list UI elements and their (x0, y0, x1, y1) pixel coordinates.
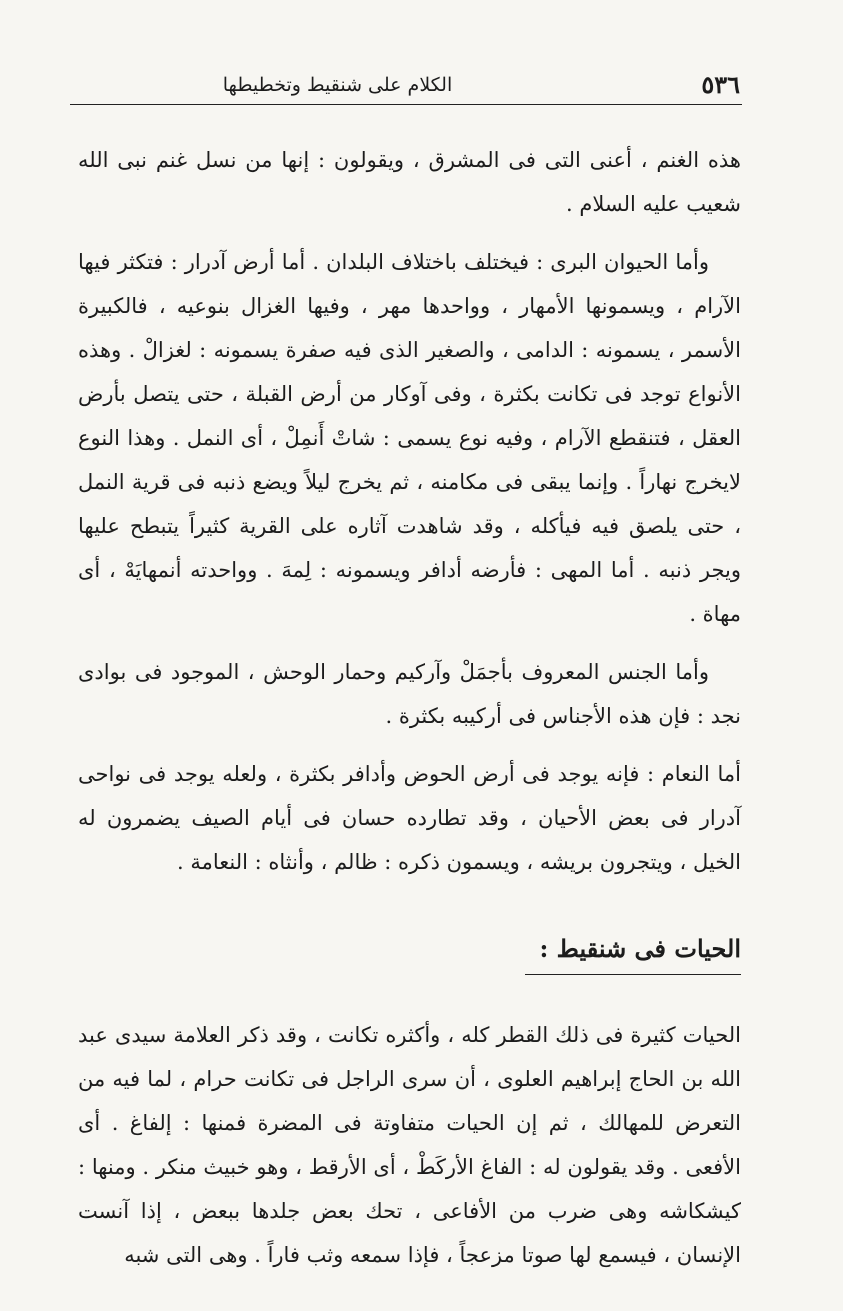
page-body (78, 138, 741, 1291)
header-rule (70, 104, 742, 105)
running-title: الكلام على شنقيط وتخطيطها (222, 74, 453, 96)
page-header (75, 68, 740, 104)
page-number: ٥٣٦ (701, 70, 740, 99)
section-heading-text: الحيات فى شنقيط : (525, 932, 741, 975)
paragraph: وأما الجنس المعروف بأجمَلْ وآركيم وحمار الوحش ، الموجود فى بوادى نجد : فإن هذه الأجناس فى أركيبه بكثرة . (78, 660, 741, 728)
paragraph: هذه الغنم ، أعنى التى فى المشرق ، ويقولون : إنها من نسل غنم نبى الله شعيب عليه السلام . (78, 148, 741, 216)
section-heading (78, 928, 741, 975)
paragraph: وأما الحيوان البرى : فيختلف باختلاف البلدان . أما أرض آدرار : فتكثر فيها الآرام ، ويسمونها الأمهار ، وواحدها مهر ، وفيها الغزال بنوعيه ، فالكبيرة الأسمر ، يسمونه : الدامى ، والصغير الذى فيه صفرة يسمونه : لغزالْ . وهذه الأنواع توجد فى تكانت بكثرة ، وفى آوكار من أرض القبلة ، حتى يتصل بأرض العقل ، فتنقطع الآرام ، وفيه نوع يسمى : شاتْ أَنمِلْ ، أى النمل . وهذا النوع لايخرج نهاراً . وإنما يبقى فى مكامنه ، ثم يخرج ليلاً ويضع ذنبه فى قرية النمل ، حتى يلصق فيه فيأكله ، وقد شاهدت آثاره على القرية كثيراً يتبطح عليها ويجر ذنبه . أما المهى : فأرضه أدافر ويسمونه : لِمهَ . وواحدته أنمهايَهْ ، أى مهاة . (78, 250, 741, 626)
paragraph: الحيات كثيرة فى ذلك القطر كله ، وأكثره تكانت ، وقد ذكر العلامة سيدى عبد الله بن الحاج إبراهيم العلوى ، أن سرى الراجل فى تكانت حرام ، لما فيه من التعرض للمهالك ، ثم إن الحيات متفاوتة فى المضرة فمنها : إلفاغ . أى الأفعى . وقد يقولون له : الفاغ الأركَطْ ، أى الأرقط ، وهو خبيث منكر . ومنها : كيشكاشه وهى ضرب من الأفاعى ، تحك بعض جلدها ببعض ، إذا آنست الإنسان ، فيسمع لها صوتا مزعجاً ، فإذا سمعه وثب فاراً . وهى التى شبه (78, 1023, 741, 1267)
paragraph: أما النعام : فإنه يوجد فى أرض الحوض وأدافر بكثرة ، ولعله يوجد فى نواحى آدرار فى بعض الأحيان ، وقد تطارده حسان فى أيام الصيف يضمرون له الخيل ، ويتجرون بريشه ، ويسمون ذكره : ظالم ، وأنثاه : النعامة . (78, 762, 741, 874)
